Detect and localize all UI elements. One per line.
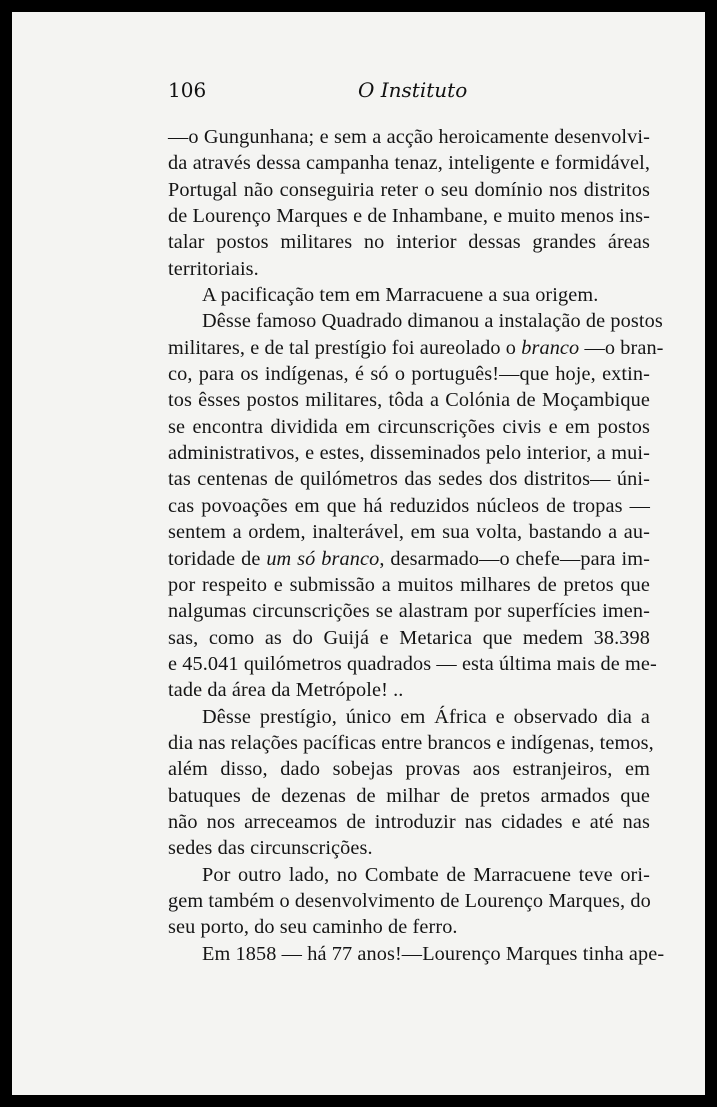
- text-line: Portugal não conseguiria reter o seu domínio nos distritos: [168, 178, 650, 201]
- text-line: —o Gungunhana; e sem a acção heroicamente desenvolvi-: [168, 126, 650, 148]
- text-line: se encontra dividida em circunscrições civis e em postos: [168, 415, 650, 438]
- text-line: tos êsses postos militares, tôda a Colónia de Moçambique: [168, 389, 650, 412]
- text-line: e 45.041 quilómetros quadrados — esta última mais de me-: [168, 652, 657, 675]
- text-line: não nos arreceamos de introduzir nas cidades e até nas: [168, 810, 650, 833]
- running-title: O Instituto: [358, 78, 468, 102]
- text-line: de Lourenço Marques e de Inhambane, e muito menos ins-: [168, 205, 650, 228]
- text-line: toridade de um só branco, desarmado—o chefe—para im-: [168, 547, 650, 570]
- text-line: co, para os indígenas, é só o português!—que hoje, extin-: [168, 363, 650, 386]
- text-line: dia nas relações pacíficas entre brancos e indígenas, temos,: [168, 731, 654, 754]
- text-line: militares, e de tal prestígio foi aureolado o branco —o bran-: [168, 336, 664, 359]
- text-line: territoriais.: [168, 257, 259, 280]
- text-line: além disso, dado sobejas provas aos estranjeiros, em: [168, 758, 650, 781]
- text-line: sentem a ordem, inalterável, em sua volta, bastando a au-: [168, 521, 650, 544]
- text-line: cas povoações em que há reduzidos núcleos de tropas —: [168, 494, 650, 517]
- text-line: gem também o desenvolvimento de Lourenço Marques, do: [168, 889, 651, 912]
- text-line: administrativos, e estes, disseminados pelo interior, a mui-: [168, 442, 650, 465]
- text-line: talar postos militares no interior dessas grandes áreas: [168, 231, 650, 254]
- text-line: sedes das circunscrições.: [168, 837, 373, 860]
- text-line: batuques de dezenas de milhar de pretos armados que: [168, 784, 650, 807]
- text-line: Dêsse famoso Quadrado dimanou a instalação de postos: [202, 310, 663, 333]
- text-line: Por outro lado, no Combate de Marracuene teve ori-: [202, 863, 650, 886]
- text-line: tade da área da Metrópole! ..: [168, 679, 404, 702]
- page-number: 106: [168, 78, 207, 102]
- page-header: [168, 78, 658, 108]
- text-line: Dêsse prestígio, único em África e observado dia a: [202, 705, 650, 728]
- body-text: [168, 124, 665, 967]
- text-line: A pacificação tem em Marracuene a sua origem.: [202, 284, 599, 307]
- text-line: da através dessa campanha tenaz, inteligente e formidável,: [168, 152, 650, 175]
- text-line: sas, como as do Guijá e Metarica que medem 38.398: [168, 626, 650, 649]
- text-line: por respeito e submissão a muitos milhares de pretos que: [168, 573, 650, 596]
- text-line: seu porto, do seu caminho de ferro.: [168, 916, 458, 939]
- text-line: nalgumas circunscrições se alastram por superfícies imen-: [168, 600, 650, 623]
- scanned-page: [12, 12, 705, 1095]
- text-line: tas centenas de quilómetros das sedes dos distritos— úni-: [168, 468, 650, 491]
- text-line: Em 1858 — há 77 anos!—Lourenço Marques tinha ape-: [202, 942, 665, 965]
